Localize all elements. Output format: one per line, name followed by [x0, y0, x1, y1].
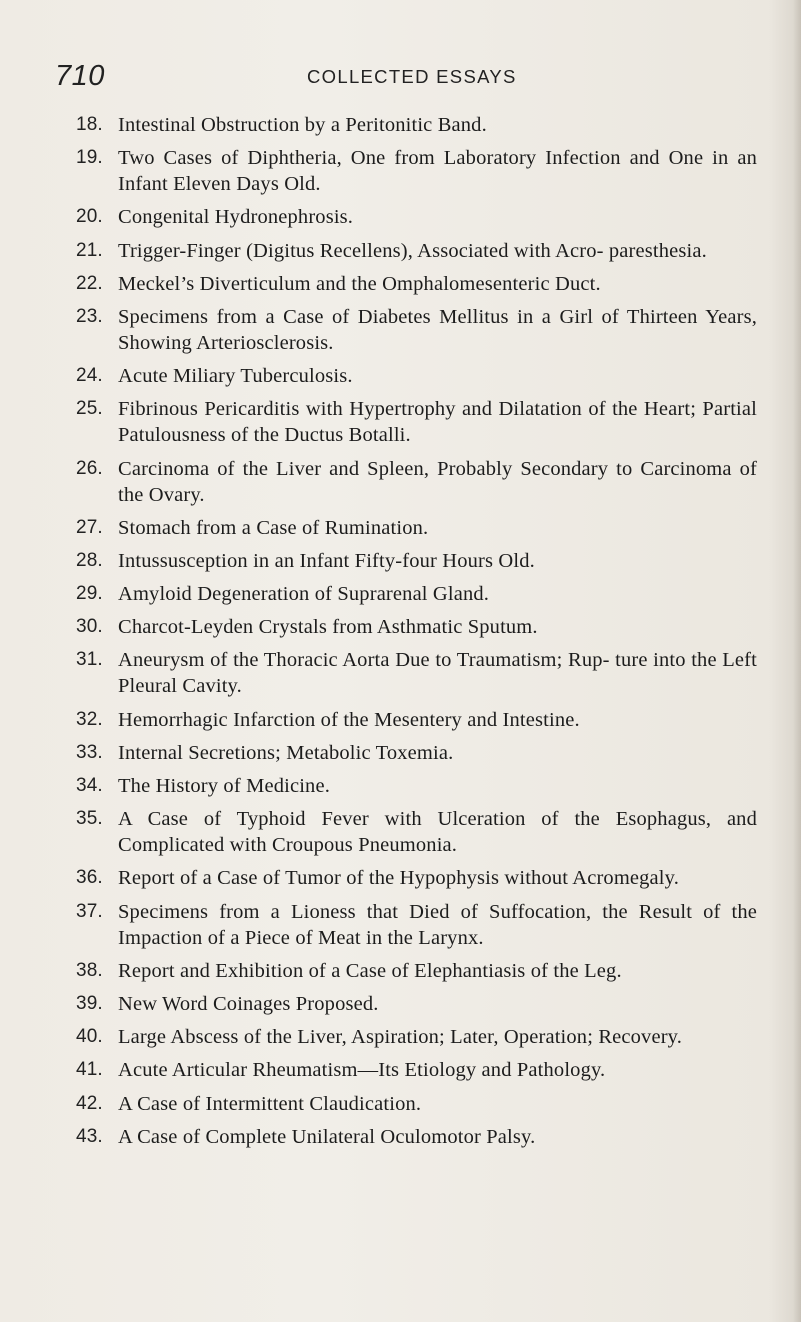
entry-number: 42.	[76, 1092, 103, 1114]
entry-number: 22.	[76, 272, 103, 294]
list-item	[0, 865, 801, 891]
entry-title: Acute Articular Rheumatism—Its Etiology and Pathology.	[118, 1059, 606, 1082]
entry-number: 37.	[76, 900, 103, 922]
entry-number: 33.	[76, 741, 103, 763]
entry-title: Trigger-Finger (Digitus Recellens), Associated with Acro- paresthesia.	[118, 239, 707, 262]
entry-number: 21.	[76, 239, 103, 261]
list-item	[0, 614, 801, 640]
list-item	[0, 647, 801, 699]
list-item	[0, 958, 801, 984]
entry-title: A Case of Typhoid Fever with Ulceration of the Esophagus, and Complicated with Croupous Pneumonia.	[118, 808, 757, 857]
page-number: 710	[55, 60, 105, 92]
list-item	[0, 1091, 801, 1117]
entry-number: 30.	[76, 616, 103, 638]
list-item	[0, 773, 801, 799]
entry-number: 29.	[76, 583, 103, 605]
essay-list	[0, 112, 801, 1157]
list-item	[0, 271, 801, 297]
list-item	[0, 1057, 801, 1083]
entry-title: Internal Secretions; Metabolic Toxemia.	[118, 741, 454, 764]
list-item	[0, 707, 801, 733]
list-item	[0, 991, 801, 1017]
entry-title: Two Cases of Diphtheria, One from Laboratory Infection and One in an Infant Eleven Days Old.	[118, 147, 757, 196]
entry-title: The History of Medicine.	[118, 775, 330, 797]
entry-title: Report and Exhibition of a Case of Elephantiasis of the Leg.	[118, 959, 622, 982]
entry-number: 34.	[76, 775, 103, 796]
list-item	[0, 1124, 801, 1150]
entry-title: Amyloid Degeneration of Suprarenal Gland.	[118, 583, 490, 606]
list-item	[0, 548, 801, 574]
entry-number: 39.	[76, 992, 103, 1014]
entry-number: 25.	[76, 398, 103, 420]
entry-title: Meckel’s Diverticulum and the Omphalomesenteric Duct.	[118, 272, 601, 295]
list-item	[0, 581, 801, 607]
entry-number: 32.	[76, 708, 103, 730]
entry-title: Aneurysm of the Thoracic Aorta Due to Traumatism; Rup- ture into the Left Pleural Cavity.	[118, 649, 757, 698]
entry-number: 35.	[76, 808, 103, 830]
list-item	[0, 515, 801, 541]
entry-number: 38.	[76, 959, 103, 981]
entry-title: A Case of Intermittent Claudication.	[118, 1092, 422, 1115]
entry-title: A Case of Complete Unilateral Oculomotor Palsy.	[118, 1125, 536, 1148]
entry-number: 43.	[76, 1125, 103, 1147]
list-item	[0, 112, 801, 138]
entry-number: 19.	[76, 147, 103, 169]
entry-title: Congenital Hydronephrosis.	[118, 206, 354, 229]
entry-title: Charcot-Leyden Crystals from Asthmatic Sputum.	[118, 616, 538, 639]
list-item	[0, 740, 801, 766]
entry-number: 24.	[76, 365, 103, 387]
list-item	[0, 238, 801, 264]
list-item	[0, 304, 801, 356]
entry-title: Fibrinous Pericarditis with Hypertrophy and Dilatation of the Heart; Partial Patulousness of the Ductus Botalli.	[118, 398, 757, 447]
entry-number: 36.	[76, 867, 103, 889]
entry-number: 23.	[76, 305, 103, 327]
running-title: COLLECTED ESSAYS	[307, 66, 517, 87]
entry-title: New Word Coinages Proposed.	[118, 992, 379, 1015]
list-item	[0, 204, 801, 230]
list-item	[0, 899, 801, 951]
list-item	[0, 1024, 801, 1050]
entry-number: 28.	[76, 549, 103, 571]
running-head	[0, 60, 801, 96]
list-item	[0, 363, 801, 389]
list-item	[0, 396, 801, 448]
list-item	[0, 806, 801, 858]
entry-title: Intussusception in an Infant Fifty-four Hours Old.	[118, 549, 535, 572]
entry-title: Report of a Case of Tumor of the Hypophysis without Acromegaly.	[118, 867, 679, 890]
entry-number: 26.	[76, 457, 103, 479]
list-item	[0, 145, 801, 197]
entry-title: Intestinal Obstruction by a Peritonitic Band.	[118, 114, 487, 136]
list-item	[0, 456, 801, 508]
entry-title: Acute Miliary Tuberculosis.	[118, 365, 353, 388]
entry-title: Hemorrhagic Infarction of the Mesentery and Intestine.	[118, 708, 580, 731]
entry-number: 18.	[76, 114, 103, 135]
entry-number: 27.	[76, 516, 103, 538]
entry-number: 20.	[76, 206, 103, 228]
entry-title: Stomach from a Case of Rumination.	[118, 516, 429, 539]
entry-number: 31.	[76, 649, 103, 671]
entry-number: 40.	[76, 1026, 103, 1048]
entry-title: Carcinoma of the Liver and Spleen, Probably Secondary to Carcinoma of the Ovary.	[118, 457, 757, 506]
entry-number: 41.	[76, 1059, 103, 1081]
entry-title: Large Abscess of the Liver, Aspiration; Later, Operation; Recovery.	[118, 1026, 683, 1049]
entry-title: Specimens from a Case of Diabetes Mellitus in a Girl of Thirteen Years, Showing Arteriosclerosis.	[118, 305, 757, 354]
entry-title: Specimens from a Lioness that Died of Suffocation, the Result of the Impaction of a Piece of Meat in the Larynx.	[118, 900, 757, 949]
